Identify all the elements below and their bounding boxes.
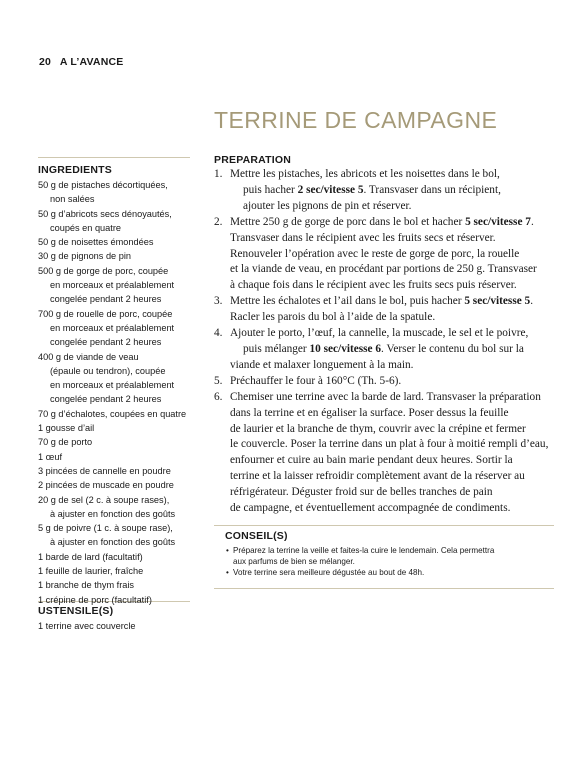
step-line: de laurier et la branche de thym, couvrir avec la crépine et fermer	[230, 422, 526, 435]
bullet-icon: •	[226, 568, 229, 578]
ingredient-text: (épaule ou tendron), coupée	[50, 365, 166, 376]
preparation-heading: PREPARATION	[214, 154, 292, 166]
preparation-step	[214, 390, 554, 517]
ingredient-text: 500 g de gorge de porc, coupée	[38, 265, 169, 276]
ingredients-heading: INGREDIENTS	[38, 164, 112, 176]
ingredient-item	[38, 407, 190, 421]
ingredient-text: 400 g de viande de veau	[38, 351, 139, 362]
ingredient-item	[38, 521, 190, 550]
ingredient-item	[38, 307, 190, 350]
ingredient-item	[38, 478, 190, 492]
step-line: terrine et la laisser refroidir complètement avant de la réserver au	[230, 470, 525, 483]
ingredient-item	[38, 450, 190, 464]
bullet-icon: •	[226, 546, 229, 555]
ingredient-text: non salées	[50, 194, 95, 205]
ustensiles-heading: USTENSILE(S)	[38, 605, 114, 617]
preparation-step	[214, 294, 554, 326]
ingredient-text: 70 g d’échalotes, coupées en quatre	[38, 408, 187, 419]
preparation-step	[214, 374, 554, 390]
ingredient-text: 50 g d’abricots secs dénoyautés,	[38, 208, 172, 219]
page-header	[39, 56, 123, 68]
step-line: Mettre les pistaches, les abricots et les noisettes dans le bol,	[230, 168, 500, 180]
ustensile-item: 1 terrine avec couvercle	[38, 621, 136, 631]
step-number: 4.	[214, 327, 223, 340]
conseil-tips	[214, 545, 554, 579]
step-line: Renouveler l’opération avec le reste de gorge de porc, la rouelle	[230, 247, 520, 260]
preparation-step	[214, 326, 554, 374]
preparation-step	[214, 215, 554, 295]
step-line: Mettre 250 g de gorge de porc dans le bol et hacher 5 sec/vitesse 7.	[230, 215, 534, 228]
ingredient-text: 1 barde de lard (facultatif)	[38, 551, 143, 562]
step-line: et la viande de veau, en procédant par portions de 250 g. Transvaser	[230, 263, 537, 276]
step-line: Transvaser dans le récipient avec les fruits secs et réserver.	[230, 231, 496, 244]
ingredient-text: 50 g de noisettes émondées	[38, 237, 154, 248]
ingredient-text: 3 pincées de cannelle en poudre	[38, 465, 171, 476]
ingredient-item	[38, 564, 190, 578]
ingredient-text: 70 g de porto	[38, 437, 93, 448]
preparation-step	[214, 167, 554, 215]
ustensiles-section	[38, 600, 190, 633]
ingredient-text: 1 œuf	[38, 451, 62, 462]
step-line: Préchauffer le four à 160°C (Th. 5-6).	[230, 374, 402, 387]
page-number: 20	[39, 56, 52, 68]
step-line: enfourner et cuire au bain marie pendant deux heures. Sortir la	[230, 454, 513, 467]
ingredients-list	[38, 178, 190, 607]
preparation-steps	[214, 167, 554, 517]
step-line: ajouter les pignons de pin et réserver.	[243, 199, 412, 212]
tip-line: aux parfums de bien se mélanger.	[233, 557, 355, 567]
conseil-top-rule	[214, 525, 554, 526]
recipe-title: TERRINE DE CAMPAGNE	[214, 107, 498, 134]
step-number: 2.	[214, 215, 223, 228]
ingredients-top-rule	[38, 157, 190, 158]
ingredient-text: 1 branche de thym frais	[38, 580, 135, 591]
step-line: Racler les parois du bol à l’aide de la spatule.	[230, 311, 436, 324]
ingredient-text: en morceaux et préalablement	[50, 380, 175, 391]
ingredients-section	[38, 159, 190, 607]
step-number: 1.	[214, 168, 223, 180]
ingredient-item	[38, 235, 190, 249]
ingredient-item	[38, 178, 190, 207]
ingredient-item	[38, 249, 190, 263]
step-number: 3.	[214, 295, 223, 308]
conseil-section	[214, 528, 554, 579]
ingredient-item	[38, 464, 190, 478]
ingredient-text: 5 g de poivre (1 c. à soupe rase),	[38, 523, 173, 534]
ingredient-text: 1 crépine de porc (facultatif)	[38, 594, 152, 605]
tip-line: Votre terrine sera meilleure dégustée au bout de 48h.	[233, 568, 425, 578]
preparation-section	[214, 154, 554, 517]
step-line: le couvercle. Poser la terrine dans un plat à four à moitié rempli d’eau,	[230, 438, 549, 451]
step-line: de campagne, et éventuellement accompagnée de condiments.	[230, 502, 511, 515]
step-line: Ajouter le porto, l’œuf, la cannelle, la muscade, le sel et le poivre,	[230, 327, 529, 340]
ingredient-item	[38, 421, 190, 435]
ingredient-item	[38, 435, 190, 449]
ustensiles-list	[38, 619, 190, 633]
step-line: Mettre les échalotes et l’ail dans le bol, puis hacher 5 sec/vitesse 5.	[230, 295, 534, 308]
ingredient-item	[38, 207, 190, 236]
ingredient-text: 30 g de pignons de pin	[38, 251, 131, 262]
ingredient-text: congelée pendant 2 heures	[50, 294, 162, 305]
ingredient-item	[38, 264, 190, 307]
step-line: dans la terrine et en égaliser la surface. Poser dessus la feuille	[230, 406, 509, 419]
ingredient-item	[38, 493, 190, 522]
step-line: viande et malaxer longuement à la main.	[230, 358, 414, 371]
section-label: A L’AVANCE	[59, 56, 124, 68]
ingredient-text: à ajuster en fonction des goûts	[50, 537, 176, 548]
step-line: puis hacher 2 sec/vitesse 5. Transvaser dans un récipient,	[243, 183, 501, 196]
step-line: Chemiser une terrine avec la barde de lard. Transvaser la préparation	[230, 390, 541, 403]
ingredient-text: 700 g de rouelle de porc, coupée	[38, 308, 173, 319]
ingredient-item	[38, 578, 190, 592]
ingredient-text: 50 g de pistaches décortiquées,	[38, 180, 168, 190]
conseil-tip	[226, 567, 554, 578]
conseil-tip	[226, 545, 554, 567]
step-line: puis mélanger 10 sec/vitesse 6. Verser le contenu du bol sur la	[243, 342, 524, 355]
ingredient-text: congelée pendant 2 heures	[50, 337, 162, 348]
conseil-bottom-rule	[214, 588, 554, 589]
ingredient-item	[38, 550, 190, 564]
tip-line: Préparez la terrine la veille et faites-la cuire le lendemain. Cela permettra	[233, 546, 495, 555]
ingredient-text: congelée pendant 2 heures	[50, 394, 162, 405]
step-line: à chaque fois dans le récipient avec les fruits secs puis réserver.	[230, 279, 517, 292]
ingredient-text: 2 pincées de muscade en poudre	[38, 480, 174, 491]
ingredient-text: à ajuster en fonction des goûts	[50, 508, 176, 519]
ingredient-text: en morceaux et préalablement	[50, 280, 175, 291]
step-number: 6.	[214, 390, 223, 403]
ingredient-item	[38, 350, 190, 407]
ingredient-text: coupés en quatre	[50, 222, 122, 233]
conseil-heading: CONSEIL(S)	[225, 530, 288, 542]
ingredient-text: en morceaux et préalablement	[50, 322, 175, 333]
step-number: 5.	[214, 374, 223, 387]
step-line: réfrigérateur. Déguster froid sur de belles tranches de pain	[230, 486, 493, 499]
ingredient-text: 1 gousse d’ail	[38, 423, 95, 434]
ingredient-text: 20 g de sel (2 c. à soupe rases),	[38, 494, 170, 505]
ingredient-text: 1 feuille de laurier, fraîche	[38, 566, 144, 577]
